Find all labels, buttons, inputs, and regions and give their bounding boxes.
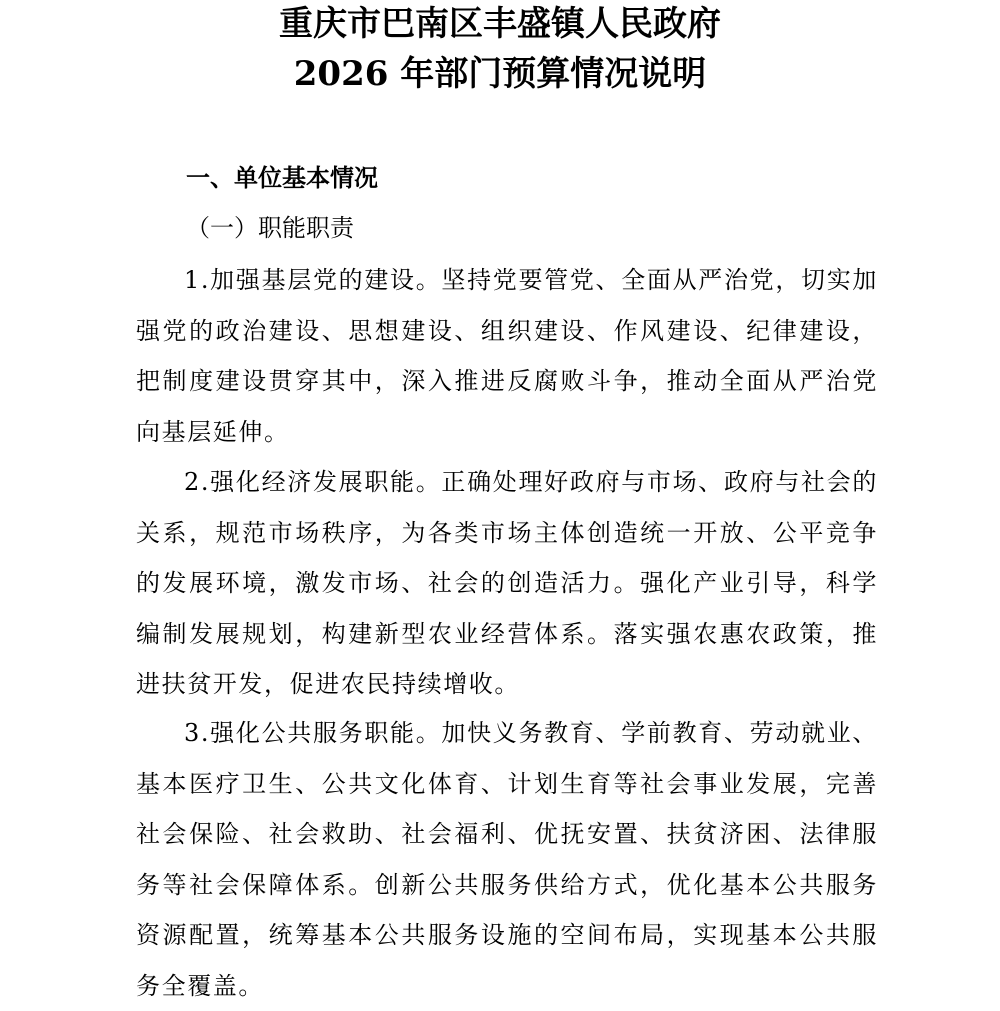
subsection-heading: （一）职能职责: [186, 214, 354, 242]
section-heading: 一、单位基本情况: [186, 164, 378, 192]
paragraph-public-services: 3.强化公共服务职能。加快义务教育、学前教育、劳动就业、基本医疗卫生、公共文化体育、计划生育等社会事业发展，完善社会保险、社会救助、社会福利、优抚安置、扶贫济困、法律服务等社会保障体系。创新公共服务供给方式，优化基本公共服务资源配置，统筹基本公共服务设施的空间布局，实现基本公共服务全覆盖。: [136, 719, 878, 1000]
document-title-line-1: 重庆市巴南区丰盛镇人民政府: [279, 4, 721, 44]
document-title-line-2: 2026 年部门预算情况说明: [293, 54, 707, 94]
paragraph-economic-development: 2.强化经济发展职能。正确处理好政府与市场、政府与社会的关系，规范市场秩序，为各类市场主体创造统一开放、公平竞争的发展环境，激发市场、社会的创造活力。强化产业引导，科学编制发展规划，构建新型农业经营体系。落实强农惠农政策，推进扶贫开发，促进农民持续增收。: [136, 468, 878, 698]
paragraph-party-building: 1.加强基层党的建设。坚持党要管党、全面从严治党，切实加强党的政治建设、思想建设、组织建设、作风建设、纪律建设，把制度建设贯穿其中，深入推进反腐败斗争，推动全面从严治党向基层延伸。: [136, 266, 878, 446]
